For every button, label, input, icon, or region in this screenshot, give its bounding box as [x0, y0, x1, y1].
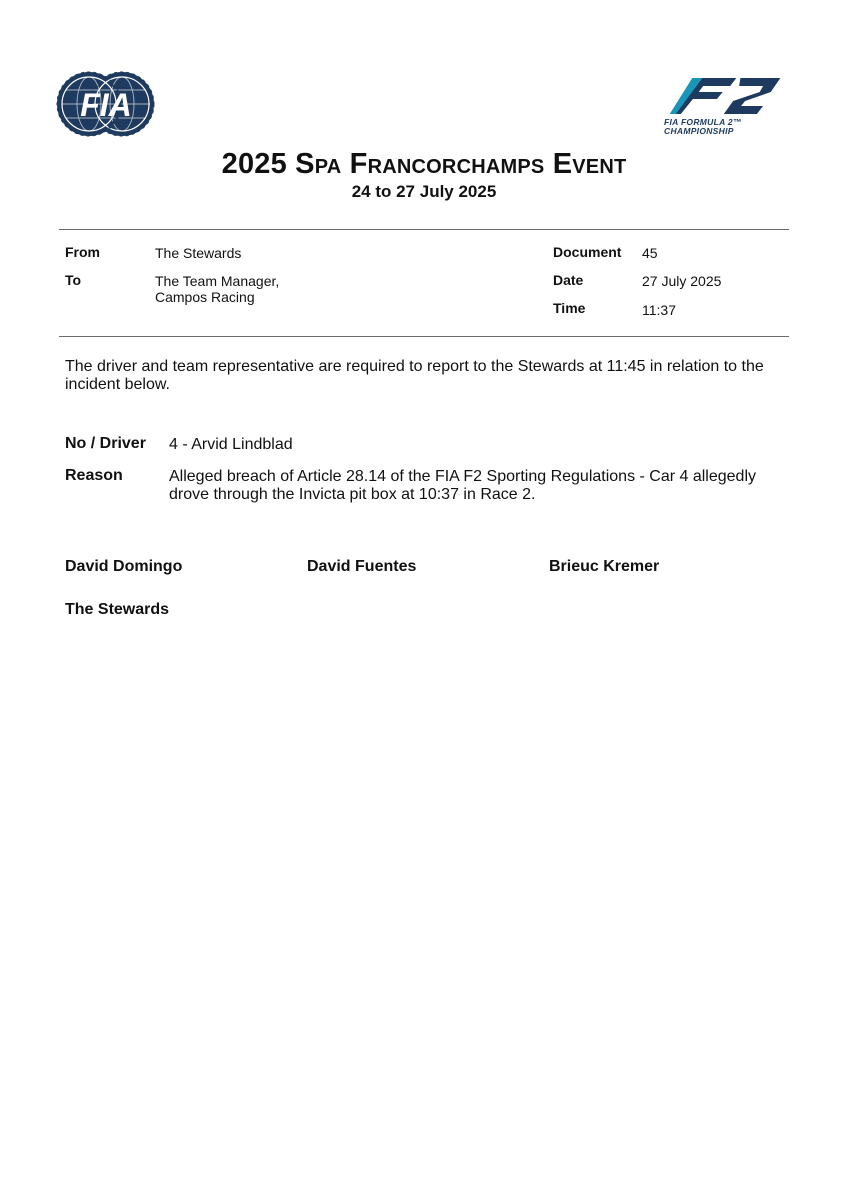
event-title: 2025 Spa Francorchamps Event: [221, 148, 627, 180]
time-label: Time: [553, 300, 586, 316]
stewards-closing: The Stewards: [65, 601, 170, 618]
steward-signature-3: Brieuc Kremer: [549, 558, 660, 575]
date-label: Date: [553, 272, 584, 288]
time-value: 11:37: [642, 302, 676, 318]
document-label: Document: [553, 244, 622, 260]
reason-value: [169, 468, 784, 504]
f2-logo-line2: CHAMPIONSHIP: [664, 126, 734, 136]
f2-logo-line1: FIA FORMULA 2™: [664, 117, 742, 127]
driver-value: 4 - Arvid Lindblad: [169, 436, 293, 453]
from-label: From: [65, 244, 100, 260]
intro-line2: incident below.: [65, 376, 170, 393]
f2-championship-logo: [664, 74, 788, 134]
to-value-line2: Campos Racing: [155, 289, 255, 305]
to-label: To: [65, 272, 82, 288]
event-dates: 24 to 27 July 2025: [351, 182, 497, 201]
svg-text:FIA: FIA: [80, 87, 132, 123]
date-value: 27 July 2025: [642, 273, 722, 289]
to-value-line1: The Team Manager,: [155, 273, 280, 289]
steward-signature-2: David Fuentes: [307, 558, 417, 575]
summons-intro: [65, 358, 785, 394]
document-value: 45: [642, 245, 658, 261]
from-value: The Stewards: [155, 245, 242, 261]
reason-label: Reason: [65, 467, 123, 484]
reason-line2: drove through the Invicta pit box at 10:37 in Race 2.: [169, 486, 536, 503]
reason-line1: Alleged breach of Article 28.14 of the FIA F2 Sporting Regulations - Car 4 allegedly: [169, 468, 757, 485]
fia-logo: [56, 70, 156, 138]
header-divider-bottom: [59, 336, 789, 337]
intro-line1: The driver and team representative are required to report to the Stewards at 11:45 in relation to the: [65, 358, 764, 375]
header-divider-top: [59, 229, 789, 230]
steward-signature-1: David Domingo: [65, 558, 183, 575]
driver-label: No / Driver: [65, 435, 146, 452]
